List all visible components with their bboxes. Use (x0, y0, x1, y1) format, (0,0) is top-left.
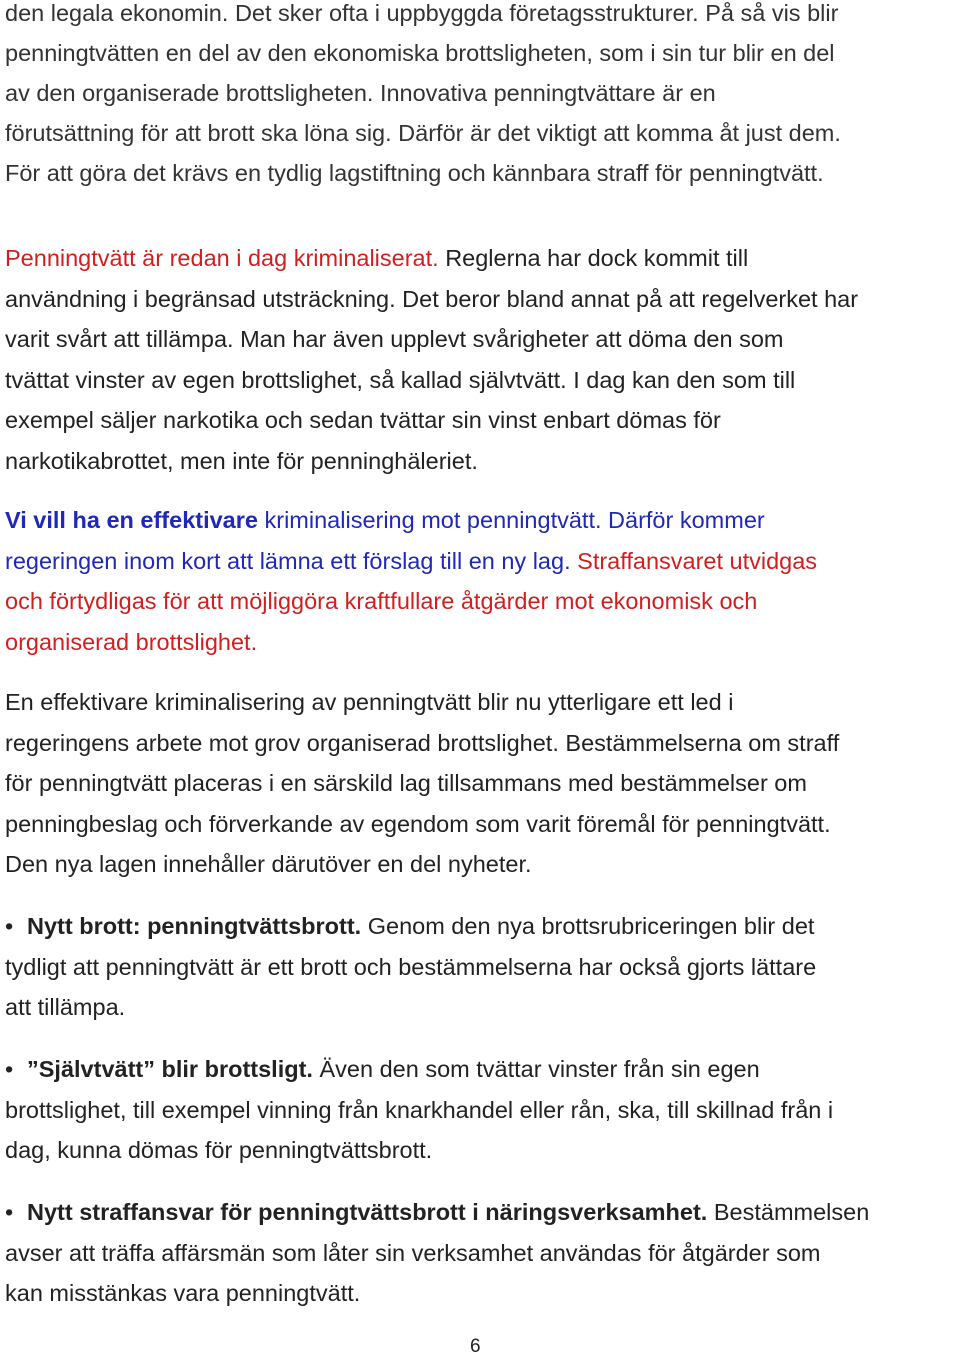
text-line (5, 541, 955, 582)
bullet-icon: • (5, 1056, 14, 1082)
text-line: kan misstänkas vara penningtvätt. (5, 1280, 361, 1306)
text-line: för penningtvätt placeras i en särskild lag tillsammans med bestämmelser om (5, 770, 807, 796)
text-line: brottslighet, till exempel vinning från knarkhandel eller rån, ska, till skillnad från i (5, 1096, 834, 1123)
text-line: regeringens arbete mot grov organiserad brottslighet. Bestämmelserna om straff (5, 729, 840, 756)
bold-text: Nytt brott: penningtvättsbrott. (27, 913, 362, 939)
text-line: avser att träffa affärsmän som låter sin verksamhet användas för åtgärder som (5, 1239, 821, 1266)
text-span: Även den som tvättar vinster från sin egen (312, 1056, 760, 1082)
text-span: Reglerna har dock kommit till (438, 245, 749, 271)
text-line (5, 238, 955, 279)
text-line: För att göra det krävs en tydlig lagstiftning och kännbara straff för penningtvätt. (5, 160, 824, 186)
text-span: kriminalisering mot penningtvätt. Därför kommer (257, 507, 765, 533)
bullet-item (5, 906, 955, 1028)
text-line: den legala ekonomin. Det sker ofta i uppbyggda företagsstrukturer. På så vis blir (5, 0, 839, 26)
text-line: Den nya lagen innehåller därutöver en del nyheter. (5, 851, 532, 877)
proposal-paragraph (5, 500, 955, 662)
text-line (5, 1192, 955, 1233)
text-line: narkotikabrottet, men inte för penninghäleriet. (5, 447, 478, 474)
bullet-icon: • (5, 1199, 14, 1225)
text-line (5, 500, 955, 541)
intro-paragraph (5, 0, 955, 193)
text-line: penningtvätten en del av den ekonomiska brottsligheten, som i sin tur blir en del (5, 40, 835, 66)
text-line: varit svårt att tillämpa. Man har även upplevt svårigheter att döma den som (5, 326, 784, 352)
text-span: regeringen inom kort att lämna ett förslag till en ny lag. (5, 547, 571, 574)
page-number: 6 (470, 1336, 481, 1357)
text-line (5, 906, 955, 947)
bullet-icon: • (5, 913, 14, 939)
text-span: Bestämmelsen (707, 1199, 870, 1225)
text-line: exempel säljer narkotika och sedan tvättar sin vinst enbart dömas för (5, 407, 721, 433)
text-line: och förtydligas för att möjliggöra kraftfullare åtgärder mot ekonomisk och (5, 588, 758, 614)
bold-text: Nytt straffansvar för penningtvättsbrott i näringsverksamhet. (27, 1199, 708, 1225)
bullet-item (5, 1049, 955, 1171)
criminalization-paragraph (5, 238, 955, 481)
text-line: penningbeslag och förverkande av egendom som varit föremål för penningtvätt. (5, 810, 831, 837)
text-line: En effektivare kriminalisering av penningtvätt blir nu ytterligare ett led i (5, 689, 734, 715)
bullet-item (5, 1192, 955, 1314)
text-line: att tillämpa. (5, 994, 126, 1020)
new-law-paragraph (5, 682, 955, 885)
bold-text: ”Självtvätt” blir brottsligt. (27, 1056, 313, 1082)
text-line: organiserad brottslighet. (5, 628, 258, 655)
bold-text: Vi vill ha en effektivare (5, 507, 258, 533)
text-line: av den organiserade brottsligheten. Innovativa penningtvättare är en (5, 80, 716, 106)
text-line: förutsättning för att brott ska löna sig. Därför är det viktigt att komma åt just dem. (5, 120, 841, 146)
highlight-red-text: Penningtvätt är redan i dag kriminaliserat. (5, 245, 439, 271)
text-line: tydligt att penningtvätt är ett brott och bestämmelserna har också gjorts lättare (5, 953, 817, 980)
text-line: tvättat vinster av egen brottslighet, så kallad självtvätt. I dag kan den som till (5, 366, 796, 393)
text-line (5, 1049, 955, 1090)
text-line: användning i begränsad utsträckning. Det beror bland annat på att regelverket har (5, 285, 859, 312)
text-span: Genom den nya brottsrubriceringen blir det (361, 913, 815, 939)
text-line: dag, kunna dömas för penningtvättsbrott. (5, 1137, 433, 1163)
highlight-red-text: Straffansvaret utvidgas (570, 547, 818, 574)
